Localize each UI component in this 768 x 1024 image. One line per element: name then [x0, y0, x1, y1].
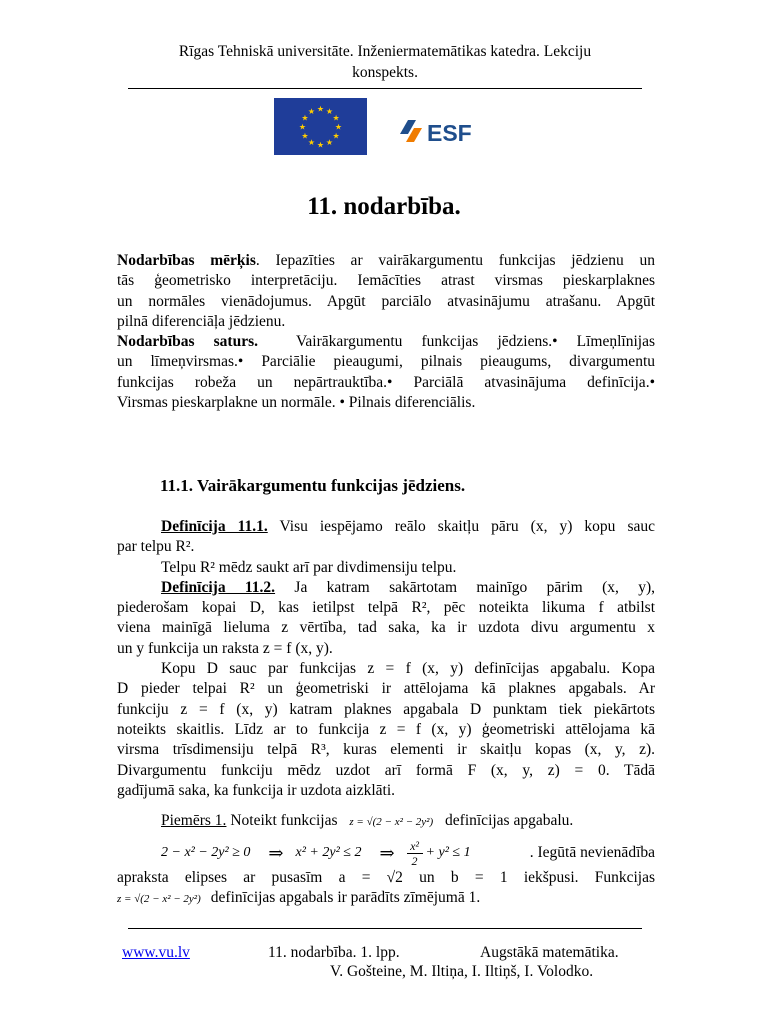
footer-course: Augstākā matemātika. [480, 944, 619, 961]
eu-star: ★ [325, 106, 334, 116]
eu-star: ★ [316, 104, 325, 114]
example-formula: z = √(2 − x² − 2y²) [349, 816, 434, 828]
fraction [407, 839, 423, 868]
kopu-text: virsma trīsdimensiju telpā R³, kuras elementi ir skaitļu kopas (x, y, z). [117, 741, 655, 759]
fraction-numerator: x² [410, 838, 420, 853]
implies-arrow-icon: ⇒ [379, 842, 395, 863]
footer-authors: V. Gošteine, M. Iltiņa, I. Iltiņš, I. Volodko. [330, 963, 594, 980]
eu-star: ★ [301, 131, 309, 141]
example-text: Noteikt funkcijas [230, 812, 338, 829]
definitions-block [117, 517, 655, 801]
example-line-1 [161, 812, 573, 830]
goals-line: pilnā diferenciāļa jēdzienu. [117, 312, 286, 330]
content-line: Virsmas pieskarplakne un normāle. • Pilnais diferenciālis. [117, 394, 476, 412]
content-line: un līmeņvirsmas.• Parciālie pieaugumi, pilnais pieaugums, divargumentu [117, 353, 655, 371]
example-paragraph [117, 868, 655, 910]
example-inequalities [161, 836, 655, 870]
eu-star: ★ [307, 106, 316, 116]
example-text: definīcijas apgabalu. [445, 812, 574, 829]
header-line-2: konspekts. [352, 64, 418, 81]
definition-2-label: Definīcija 11.2. [161, 578, 276, 596]
kopu-text: gadījumā saka, ka funkcija ir uzdota aizklāti. [117, 781, 396, 799]
footer-page-number: 11. nodarbība. 1. lpp. [268, 944, 400, 961]
header-rule [128, 88, 642, 89]
example-formula: z = √(2 − x² − 2y²) [117, 893, 201, 906]
eu-star: ★ [332, 113, 340, 123]
definition-1-text: par telpu R². [117, 538, 195, 556]
definition-2-text: Ja katram sakārtotam mainīgo pārim (x, y), [294, 578, 655, 596]
example-text: apraksta elipses ar pusasīm a = √2 un b = 1 iekšpusi. Funkcijas [117, 869, 655, 886]
page-title: 11. nodarbība. [307, 193, 461, 220]
eu-star: ★ [334, 122, 343, 132]
eu-star: ★ [298, 122, 307, 132]
kopu-text: D pieder telpai R² un ģeometriski ir attēlojama kā plaknes apgabals. Ar [117, 680, 655, 698]
example-text: definīcijas apgabals ir parādīts zīmējumā 1. [210, 889, 481, 907]
footer-rule [128, 928, 642, 929]
esf-logo-text: ESF [427, 120, 472, 146]
goals-line: Iepazīties ar vairākargumentu funkcijas jēdzienu un [275, 252, 655, 269]
document-header [120, 41, 650, 83]
example-text: . Iegūtā nevienādība [529, 844, 655, 861]
content-line: Vairākargumentu funkcijas jēdziens.• Līmeņlīnijas [295, 333, 655, 351]
header-line-1: Rīgas Tehniskā universitāte. Inženiermatemātikas katedra. Lekciju [178, 43, 592, 60]
inequality-1: 2 − x² − 2y² ≥ 0 [161, 845, 251, 860]
kopu-text: noteikts skaitlis. Līdz ar to funkcija z = f (x, y) ģeometriski attēlojama kā [117, 720, 655, 738]
goals-label: Nodarbības mērķis [117, 252, 256, 269]
kopu-text: funkciju z = f (x, y) katram plaknes apgabala D punktam tiek piekārtots [117, 700, 655, 718]
example-label: Piemērs 1. [161, 812, 227, 829]
definition-2-text: piederošam kopai D, kas ietilpst telpā R², pēc noteikta likuma f atbilst [117, 599, 655, 617]
definition-1-label: Definīcija 11.1. [161, 518, 268, 535]
eu-star: ★ [325, 138, 334, 148]
esf-logo [398, 116, 478, 146]
implies-arrow-icon: ⇒ [268, 842, 284, 863]
goals-line: tās ģeometrisko interpretāciju. Iemācīties atrast virsmas pieskarplaknes [117, 272, 655, 290]
eu-star: ★ [316, 140, 325, 150]
kopu-text: Divargumentu funkciju mēdz uzdot arī formā F (x, y, z) = 0. Tādā [117, 761, 655, 779]
eu-star: ★ [301, 113, 309, 123]
section-title: 11.1. Vairākargumentu funkcijas jēdziens. [160, 476, 466, 495]
definition-1-text: Visu iespējamo reālo skaitļu pāru (x, y) kopu sauc [279, 518, 655, 535]
eu-star: ★ [332, 131, 340, 141]
inequality-2: x² + 2y² ≤ 2 [295, 845, 362, 860]
content-line: funkcijas robeža un nepārtrauktība.• Parciālā atvasinājuma definīcija.• [117, 373, 655, 391]
footer-link[interactable] [122, 943, 190, 963]
kopu-text: Kopu D sauc par funkcijas z = f (x, y) definīcijas apgabalu. Kopa [161, 660, 655, 678]
definition-2-text: un y funkcija un raksta z = f (x, y). [117, 639, 333, 657]
definition-2-text: viena mainīgā lieluma z vērtība, tad saka, ka ir uzdota divu argumentu x [117, 619, 655, 637]
content-label: Nodarbības saturs. [117, 333, 258, 351]
goals-line: un normāles vienādojumus. Apgūt parciālo atvasinājumu atrašanu. Apgūt [117, 292, 655, 310]
footer-website-link[interactable]: www.vu.lv [122, 944, 190, 961]
eu-star: ★ [307, 138, 316, 148]
goals-paragraph: Nodarbības mērķis. Iepazīties ar vairākargumentu funkcijas jēdzienu un tās ģeometrisko interpretāciju. Iemācīties atrast virsmas pieskarplaknes un normāles vienādojumus. Apgūt parciālo atvasinājumu atrašanu. Apgūt pilnā diferenciāļa jēdzienu. Nodarbības saturs. Vairākargumentu funkcijas jēdziens.• Līmeņlīnijas un līmeņvirsmas.• Parciālie pieaugumi, pilnais pieaugums, divargumentu funkcijas robeža un nepārtrauktība.• Parciālā atvasinājuma definīcija.• Virsmas pieskarplakne un normāle. • Pilnais diferenciālis. [117, 251, 655, 413]
eu-flag-logo [274, 98, 367, 155]
telpu-text: Telpu R² mēdz saukt arī par divdimensiju telpu. [161, 558, 457, 576]
inequality-3: + y² ≤ 1 [425, 845, 471, 860]
fraction-denominator: 2 [407, 853, 423, 868]
